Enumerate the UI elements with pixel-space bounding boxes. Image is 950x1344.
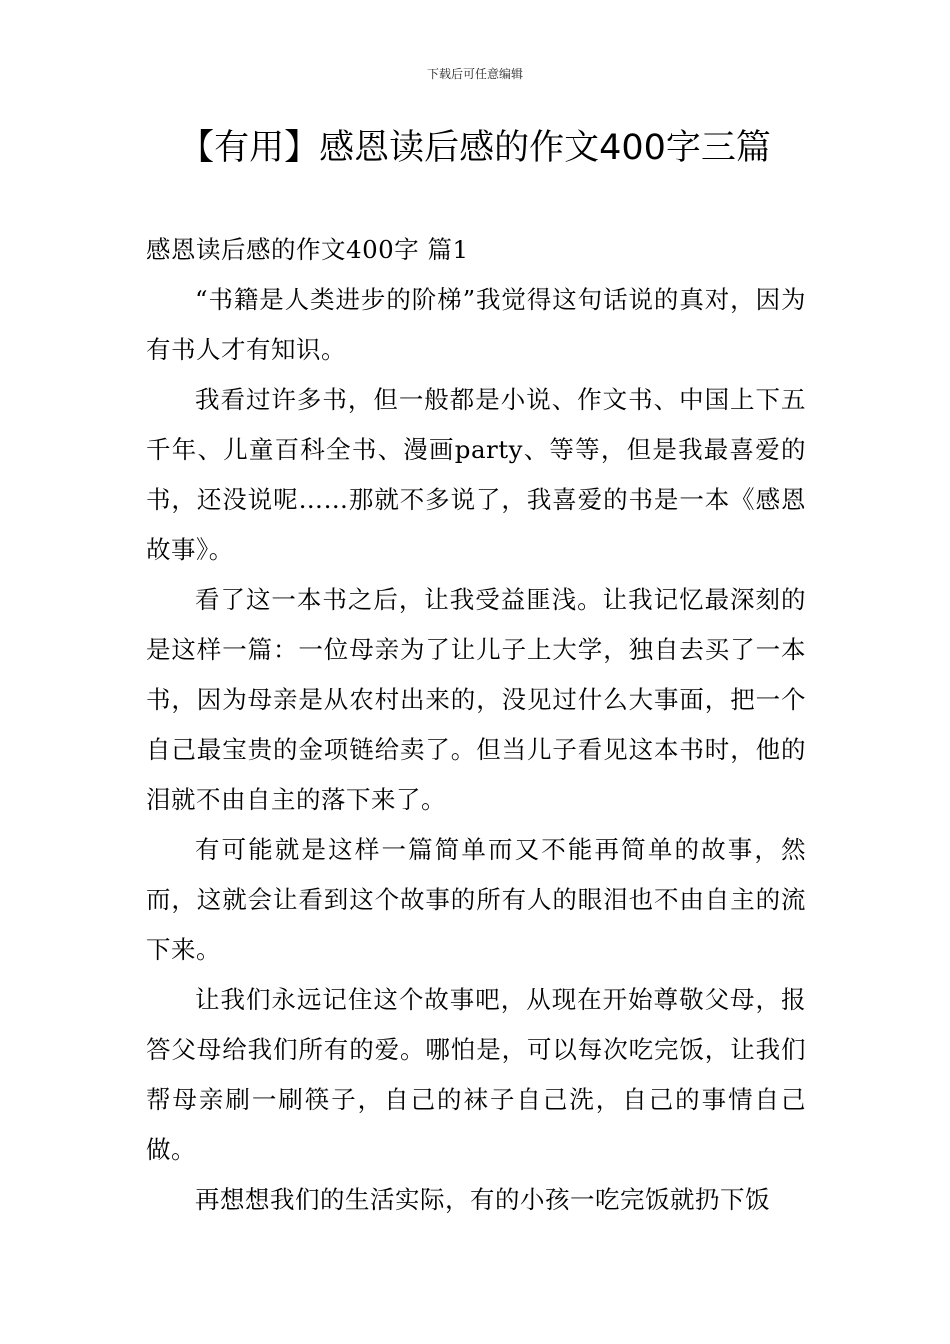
paragraph-4: 有可能就是这样一篇简单而又不能再简单的故事，然而，这就会让看到这个故事的所有人的眼泪也不由自主的流下来。	[146, 835, 806, 964]
header-note: 下载后可任意编辑	[426, 67, 523, 81]
document-body	[146, 225, 806, 1225]
paragraph-3: 看了这一本书之后，让我受益匪浅。让我记忆最深刻的是这样一篇：一位母亲为了让儿子上大学，独自去买了一本书，因为母亲是从农村出来的，没见过什么大事面，把一个自己最宝贵的金项链给卖了。但当儿子看见这本书时，他的泪就不由自主的落下来了。	[146, 585, 806, 814]
paragraph-5: 让我们永远记住这个故事吧，从现在开始尊敬父母，报答父母给我们所有的爱。哪怕是，可以每次吃完饭，让我们帮母亲刷一刷筷子，自己的袜子自己洗，自己的事情自己做。	[146, 985, 806, 1164]
document-title: 【有用】感恩读后感的作文400字三篇	[179, 128, 771, 168]
paragraph-6: 再想想我们的生活实际，有的小孩一吃完饭就扔下饭	[195, 1185, 770, 1214]
paragraph-2: 我看过许多书，但一般都是小说、作文书、中国上下五千年、儿童百科全书、漫画party、等等，但是我最喜爱的书，还没说呢……那就不多说了，我喜爱的书是一本《感恩故事》。	[146, 385, 806, 564]
paragraph-1: “书籍是人类进步的阶梯”我觉得这句话说的真对，因为有书人才有知识。	[146, 285, 806, 364]
section-heading: 感恩读后感的作文400字 篇1	[146, 235, 469, 264]
